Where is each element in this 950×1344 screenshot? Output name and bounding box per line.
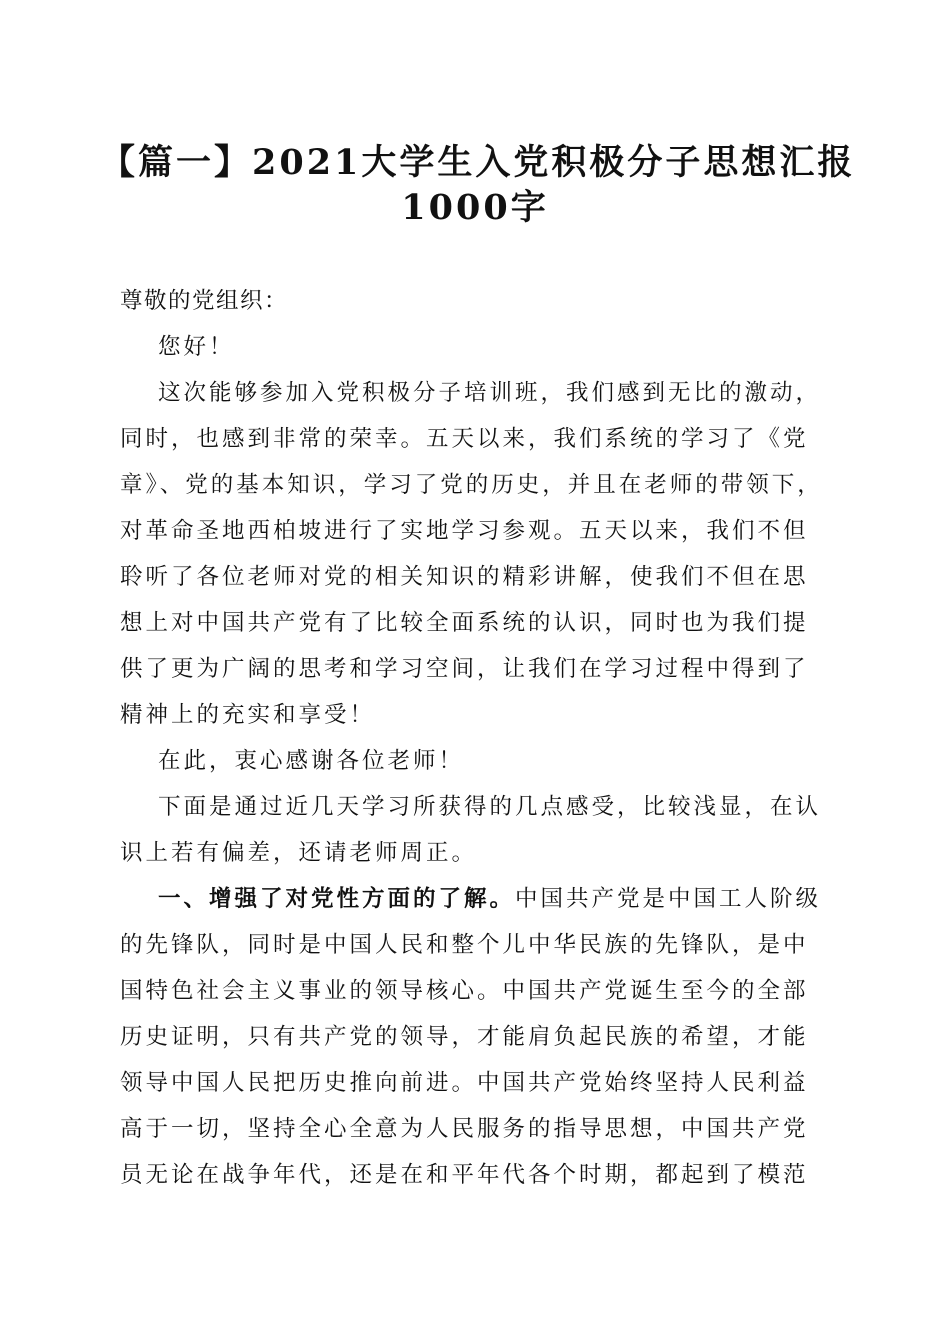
section-1-heading: 一、增强了对党性方面的了解。 (158, 886, 516, 912)
paragraph-line: 下面是通过近几天学习所获得的几点感受，比较浅显，在认 (158, 794, 822, 820)
paragraph-line: 高于一切，坚持全心全意为人民服务的指导思想，中国共产党 (120, 1116, 809, 1142)
title-line-1: 【篇一】2021大学生入党积极分子思想汇报 (100, 142, 856, 183)
paragraph-line: 同时，也感到非常的荣幸。五天以来，我们系统的学习了《党 (120, 426, 809, 452)
greeting (120, 324, 825, 370)
paragraph-line: 国特色社会主义事业的领导核心。中国共产党诞生至今的全部 (120, 978, 809, 1004)
paragraph-line: 章》、党的基本知识，学习了党的历史，并且在老师的带领下， (120, 472, 823, 498)
salutation-text: 尊敬的党组织： (120, 288, 289, 314)
paragraph-1 (120, 370, 825, 738)
paragraph-line: 员无论在战争年代，还是在和平年代各个时期，都起到了模范 (120, 1162, 809, 1188)
paragraph-line: 识上若有偏差，还请老师周正。 (120, 840, 478, 866)
paragraph-line: 想上对中国共产党有了比较全面系统的认识，同时也为我们提 (120, 610, 809, 636)
section-1-first-line-text: 中国共产党是中国工人阶级 (515, 886, 822, 912)
section-1-first-line (120, 876, 825, 922)
thanks-text: 在此，衷心感谢各位老师！ (158, 748, 465, 774)
paragraph-2 (120, 784, 825, 876)
paragraph-line: 供了更为广阔的思考和学习空间，让我们在学习过程中得到了 (120, 656, 809, 682)
paragraph-line: 精神上的充实和享受！ (120, 702, 376, 728)
paragraph-line: 历史证明，只有共产党的领导，才能肩负起民族的希望，才能 (120, 1024, 809, 1050)
paragraph-line: 对革命圣地西柏坡进行了实地学习参观。五天以来，我们不但 (120, 518, 809, 544)
paragraph-line: 聆听了各位老师对党的相关知识的精彩讲解，使我们不但在思 (120, 564, 809, 590)
thanks-paragraph (120, 738, 825, 784)
document-body (120, 278, 825, 1198)
salutation (120, 278, 825, 324)
paragraph-line: 领导中国人民把历史推向前进。中国共产党始终坚持人民利益 (120, 1070, 809, 1096)
paragraph-line: 的先锋队，同时是中国人民和整个儿中华民族的先锋队，是中 (120, 932, 809, 958)
title-line-2: 1000字 (401, 187, 549, 228)
section-1 (120, 876, 825, 1198)
paragraph-line: 这次能够参加入党积极分子培训班，我们感到无比的激动， (158, 380, 822, 406)
greeting-text: 您好！ (158, 334, 235, 360)
document-title (100, 140, 856, 230)
